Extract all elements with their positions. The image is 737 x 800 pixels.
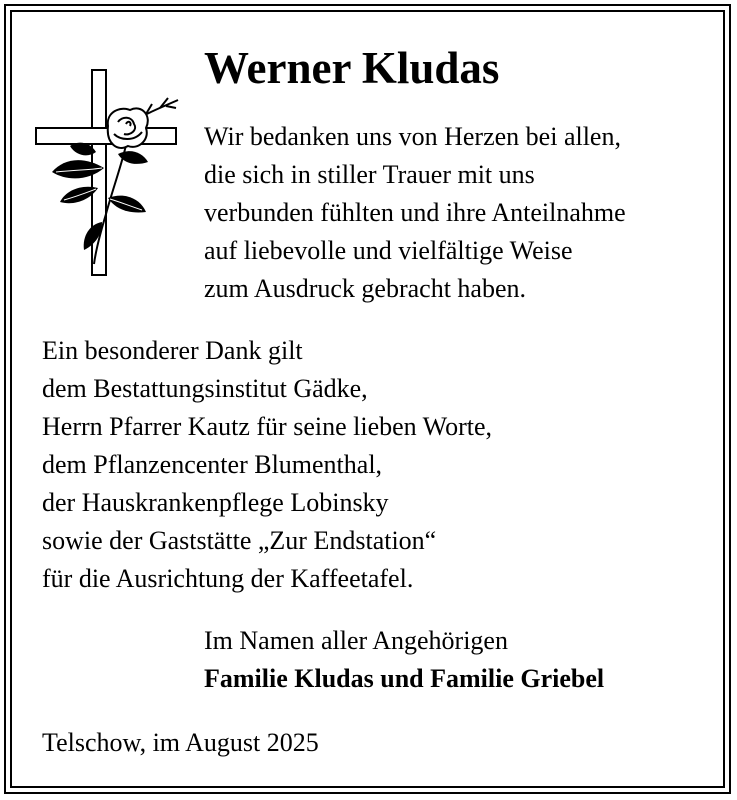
thanks-line-7: für die Ausrichtung der Kaffeetafel. xyxy=(42,564,414,593)
deceased-name: Werner Kludas xyxy=(204,43,500,93)
thanks-line-6: sowie der Gaststätte „Zur Endstation“ xyxy=(42,526,437,555)
thanks-line-5: der Hauskrankenpflege Lobinsky xyxy=(42,488,389,517)
intro-line-5: zum Ausdruck gebracht haben. xyxy=(204,274,527,303)
intro-line-1: Wir bedanken uns von Herzen bei allen, xyxy=(204,122,621,151)
thanks-line-4: dem Pflanzencenter Blumenthal, xyxy=(42,450,383,479)
intro-line-3: verbunden fühlten und ihre Anteilnahme xyxy=(204,198,626,227)
thanks-line-2: dem Bestattungsinstitut Gädke, xyxy=(42,374,368,403)
signature-families: Familie Kludas und Familie Griebel xyxy=(204,664,605,693)
intro-line-2: die sich in stiller Trauer mit uns xyxy=(204,160,535,189)
place-date: Telschow, im August 2025 xyxy=(42,728,319,757)
thanks-line-3: Herrn Pfarrer Kautz für seine lieben Worte, xyxy=(42,412,493,441)
intro-line-4: auf liebevolle und vielfältige Weise xyxy=(204,236,573,265)
cross-with-rose-icon xyxy=(34,64,184,279)
thanks-line-1: Ein besonderer Dank gilt xyxy=(42,336,303,365)
signature-intro: Im Namen aller Angehörigen xyxy=(204,626,508,655)
